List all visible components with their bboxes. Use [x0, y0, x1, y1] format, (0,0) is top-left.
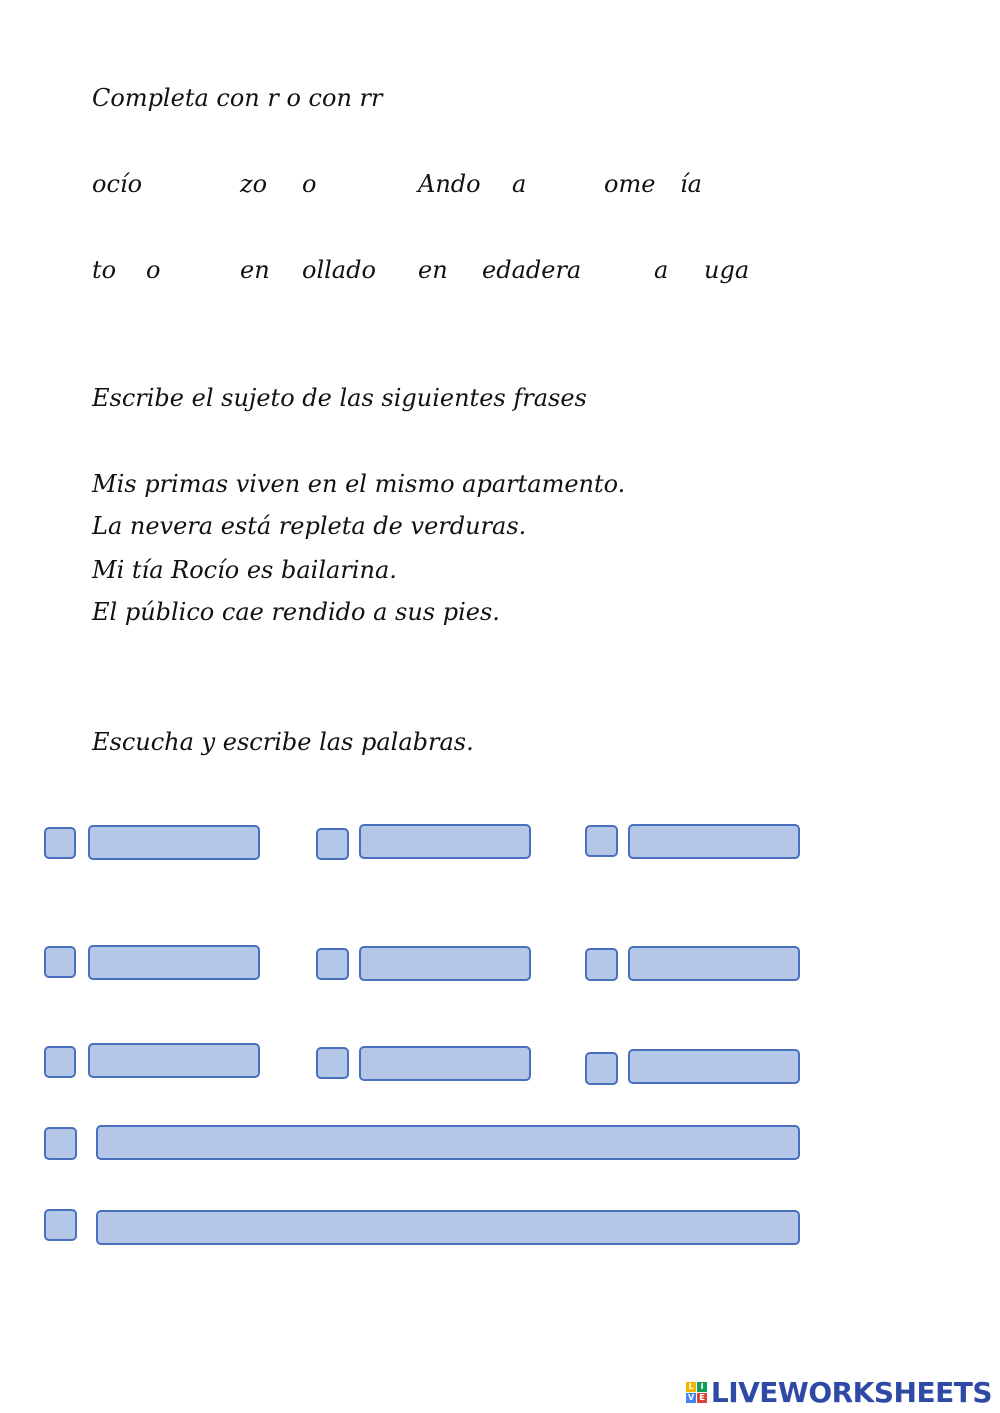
word-fragment: o	[302, 170, 317, 198]
answer-input[interactable]	[359, 946, 531, 981]
answer-input[interactable]	[628, 1049, 800, 1084]
answer-input[interactable]	[88, 945, 260, 980]
subject-sentence-4: El público cae rendido a sus pies.	[92, 598, 500, 626]
sentence-answer-input[interactable]	[96, 1210, 800, 1245]
audio-play-button[interactable]	[44, 946, 76, 978]
answer-input[interactable]	[628, 824, 800, 859]
fill-in-instruction: Completa con r o con rr	[92, 84, 383, 112]
word-fragment: ome	[604, 170, 656, 198]
audio-play-button[interactable]	[316, 828, 349, 860]
word-fragment: en	[240, 256, 270, 284]
word-fragment: to	[92, 256, 117, 284]
liveworksheets-logo	[686, 1376, 992, 1409]
logo-mark-letter: E	[697, 1393, 707, 1403]
word-fragment: ollado	[302, 256, 376, 284]
audio-play-button[interactable]	[44, 1127, 77, 1160]
audio-play-button[interactable]	[585, 948, 618, 981]
word-fragment: a	[512, 170, 527, 198]
word-fragment: o	[146, 256, 161, 284]
subject-sentence-3: Mi tía Rocío es bailarina.	[92, 556, 397, 584]
audio-play-button[interactable]	[316, 1047, 349, 1079]
logo-mark	[686, 1382, 707, 1403]
word-fragment: Ando	[418, 170, 481, 198]
word-fragment: uga	[704, 256, 750, 284]
audio-play-button[interactable]	[585, 825, 618, 857]
answer-input[interactable]	[88, 825, 260, 860]
audio-play-button[interactable]	[316, 948, 349, 980]
answer-input[interactable]	[359, 824, 531, 859]
logo-mark-letter: L	[686, 1382, 696, 1392]
word-fragment: en	[418, 256, 448, 284]
word-fragment: ocío	[92, 170, 143, 198]
audio-play-button[interactable]	[44, 1046, 76, 1078]
audio-play-button[interactable]	[44, 827, 76, 859]
sentence-answer-input[interactable]	[96, 1125, 800, 1160]
audio-play-button[interactable]	[585, 1052, 618, 1085]
audio-play-button[interactable]	[44, 1209, 77, 1241]
answer-input[interactable]	[628, 946, 800, 981]
word-fragment: ía	[680, 170, 702, 198]
word-fragment: zo	[240, 170, 268, 198]
word-fragment: edadera	[482, 256, 582, 284]
brand-name: LIVEWORKSHEETS	[710, 1376, 992, 1409]
dictation-instruction: Escucha y escribe las palabras.	[92, 728, 474, 756]
answer-input[interactable]	[359, 1046, 531, 1081]
subject-sentence-2: La nevera está repleta de verduras.	[92, 512, 527, 540]
subject-sentence-1: Mis primas viven en el mismo apartamento.	[92, 470, 626, 498]
logo-mark-letter: I	[697, 1382, 707, 1392]
subject-instruction: Escribe el sujeto de las siguientes frases	[92, 384, 587, 412]
logo-mark-letter: V	[686, 1393, 696, 1403]
answer-input[interactable]	[88, 1043, 260, 1078]
word-fragment: a	[654, 256, 669, 284]
